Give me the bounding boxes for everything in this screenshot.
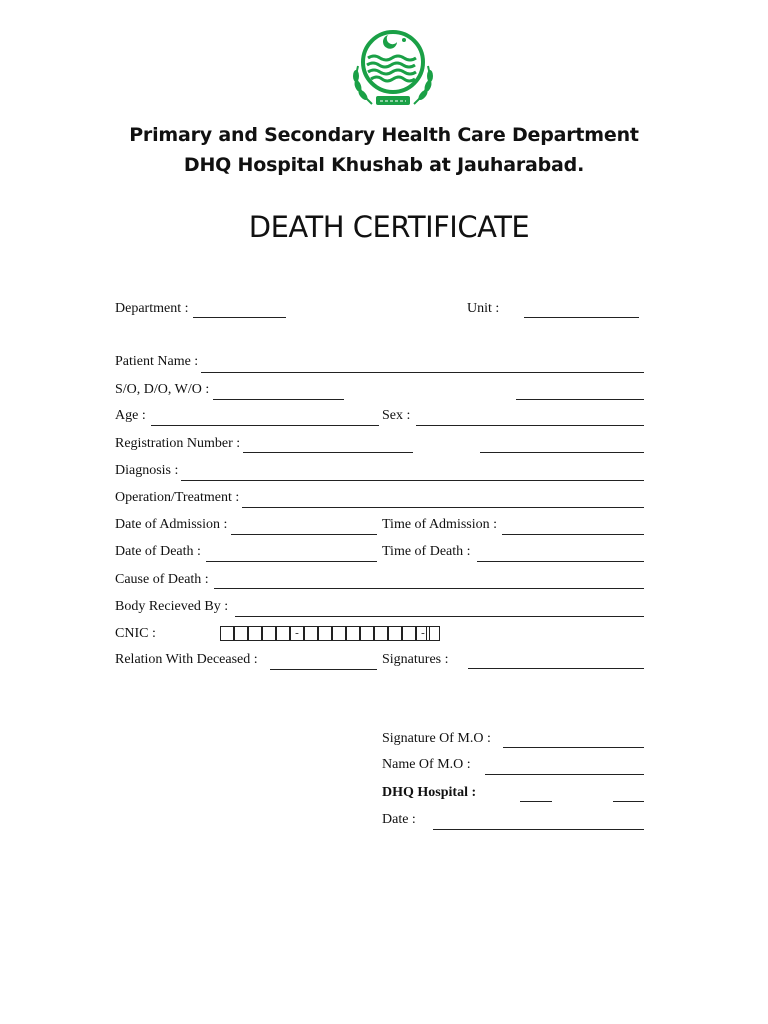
patient-name-label: Patient Name : [115, 354, 199, 369]
cnic-digit-box[interactable] [304, 626, 318, 641]
name-mo-label: Name Of M.O : [382, 757, 471, 772]
cnic-digit-box[interactable] [402, 626, 416, 641]
cnic-label: CNIC : [115, 626, 156, 641]
unit-label: Unit : [467, 301, 500, 316]
page-title: DEATH CERTIFICATE [248, 210, 530, 244]
relation-with-deceased-label: Relation With Deceased : [115, 652, 258, 667]
relation-with-deceased-field[interactable] [270, 669, 377, 670]
relation-field[interactable] [213, 399, 344, 400]
unit-field[interactable] [524, 317, 639, 318]
sex-label: Sex : [382, 408, 411, 423]
punjab-government-emblem-icon [344, 24, 442, 116]
signature-mo-field[interactable] [503, 747, 644, 748]
cnic-digit-box[interactable] [262, 626, 276, 641]
date-of-death-label: Date of Death : [115, 544, 201, 559]
cnic-digit-box[interactable] [248, 626, 262, 641]
registration-number-label: Registration Number : [115, 436, 241, 451]
age-field[interactable] [151, 425, 379, 426]
date-label: Date : [382, 812, 416, 827]
date-of-death-field[interactable] [206, 561, 377, 562]
cnic-digit-box[interactable] [374, 626, 388, 641]
age-label: Age : [115, 408, 146, 423]
date-field[interactable] [433, 829, 644, 830]
cnic-digit-box[interactable] [360, 626, 374, 641]
diagnosis-field[interactable] [181, 480, 644, 481]
operation-treatment-label: Operation/Treatment : [115, 490, 240, 505]
patient-name-field[interactable] [201, 372, 644, 373]
signatures-label: Signatures : [382, 652, 449, 667]
department-label: Department : [115, 301, 189, 316]
cnic-digit-box[interactable] [234, 626, 248, 641]
hospital-heading: DHQ Hospital Khushab at Jauharabad. [183, 154, 585, 176]
cnic-boxes[interactable] [220, 626, 440, 642]
date-of-admission-label: Date of Admission : [115, 517, 228, 532]
dhq-hospital-field-right[interactable] [613, 801, 644, 802]
sex-field[interactable] [416, 425, 644, 426]
time-of-death-field[interactable] [477, 561, 644, 562]
cause-of-death-label: Cause of Death : [115, 572, 209, 587]
department-heading: Primary and Secondary Health Care Department [129, 124, 639, 146]
cause-of-death-field[interactable] [214, 588, 644, 589]
relation-field-extra[interactable] [516, 399, 644, 400]
dhq-hospital-field-left[interactable] [520, 801, 552, 802]
name-mo-field[interactable] [485, 774, 644, 775]
time-of-admission-label: Time of Admission : [382, 517, 498, 532]
cnic-digit-box[interactable] [332, 626, 346, 641]
cnic-digit-box[interactable] [388, 626, 402, 641]
signature-mo-label: Signature Of M.O : [382, 731, 491, 746]
operation-treatment-field[interactable] [242, 507, 644, 508]
date-of-admission-field[interactable] [231, 534, 377, 535]
body-received-by-field[interactable] [235, 616, 644, 617]
cnic-digit-box[interactable] [276, 626, 290, 641]
signatures-field[interactable] [468, 668, 644, 669]
cnic-digit-box[interactable] [220, 626, 234, 641]
cnic-digit-box[interactable] [426, 626, 440, 641]
time-of-admission-field[interactable] [502, 534, 644, 535]
dhq-hospital-label: DHQ Hospital : [382, 785, 477, 800]
cnic-separator: - [416, 626, 430, 641]
cnic-separator: - [290, 626, 304, 641]
time-of-death-label: Time of Death : [382, 544, 471, 559]
cnic-digit-box[interactable] [318, 626, 332, 641]
body-received-by-label: Body Recieved By : [115, 599, 229, 614]
registration-number-field-extra[interactable] [480, 452, 644, 453]
cnic-digit-box[interactable] [346, 626, 360, 641]
department-field[interactable] [193, 317, 286, 318]
registration-number-field[interactable] [243, 452, 413, 453]
relation-label: S/O, D/O, W/O : [115, 382, 210, 397]
diagnosis-label: Diagnosis : [115, 463, 179, 478]
